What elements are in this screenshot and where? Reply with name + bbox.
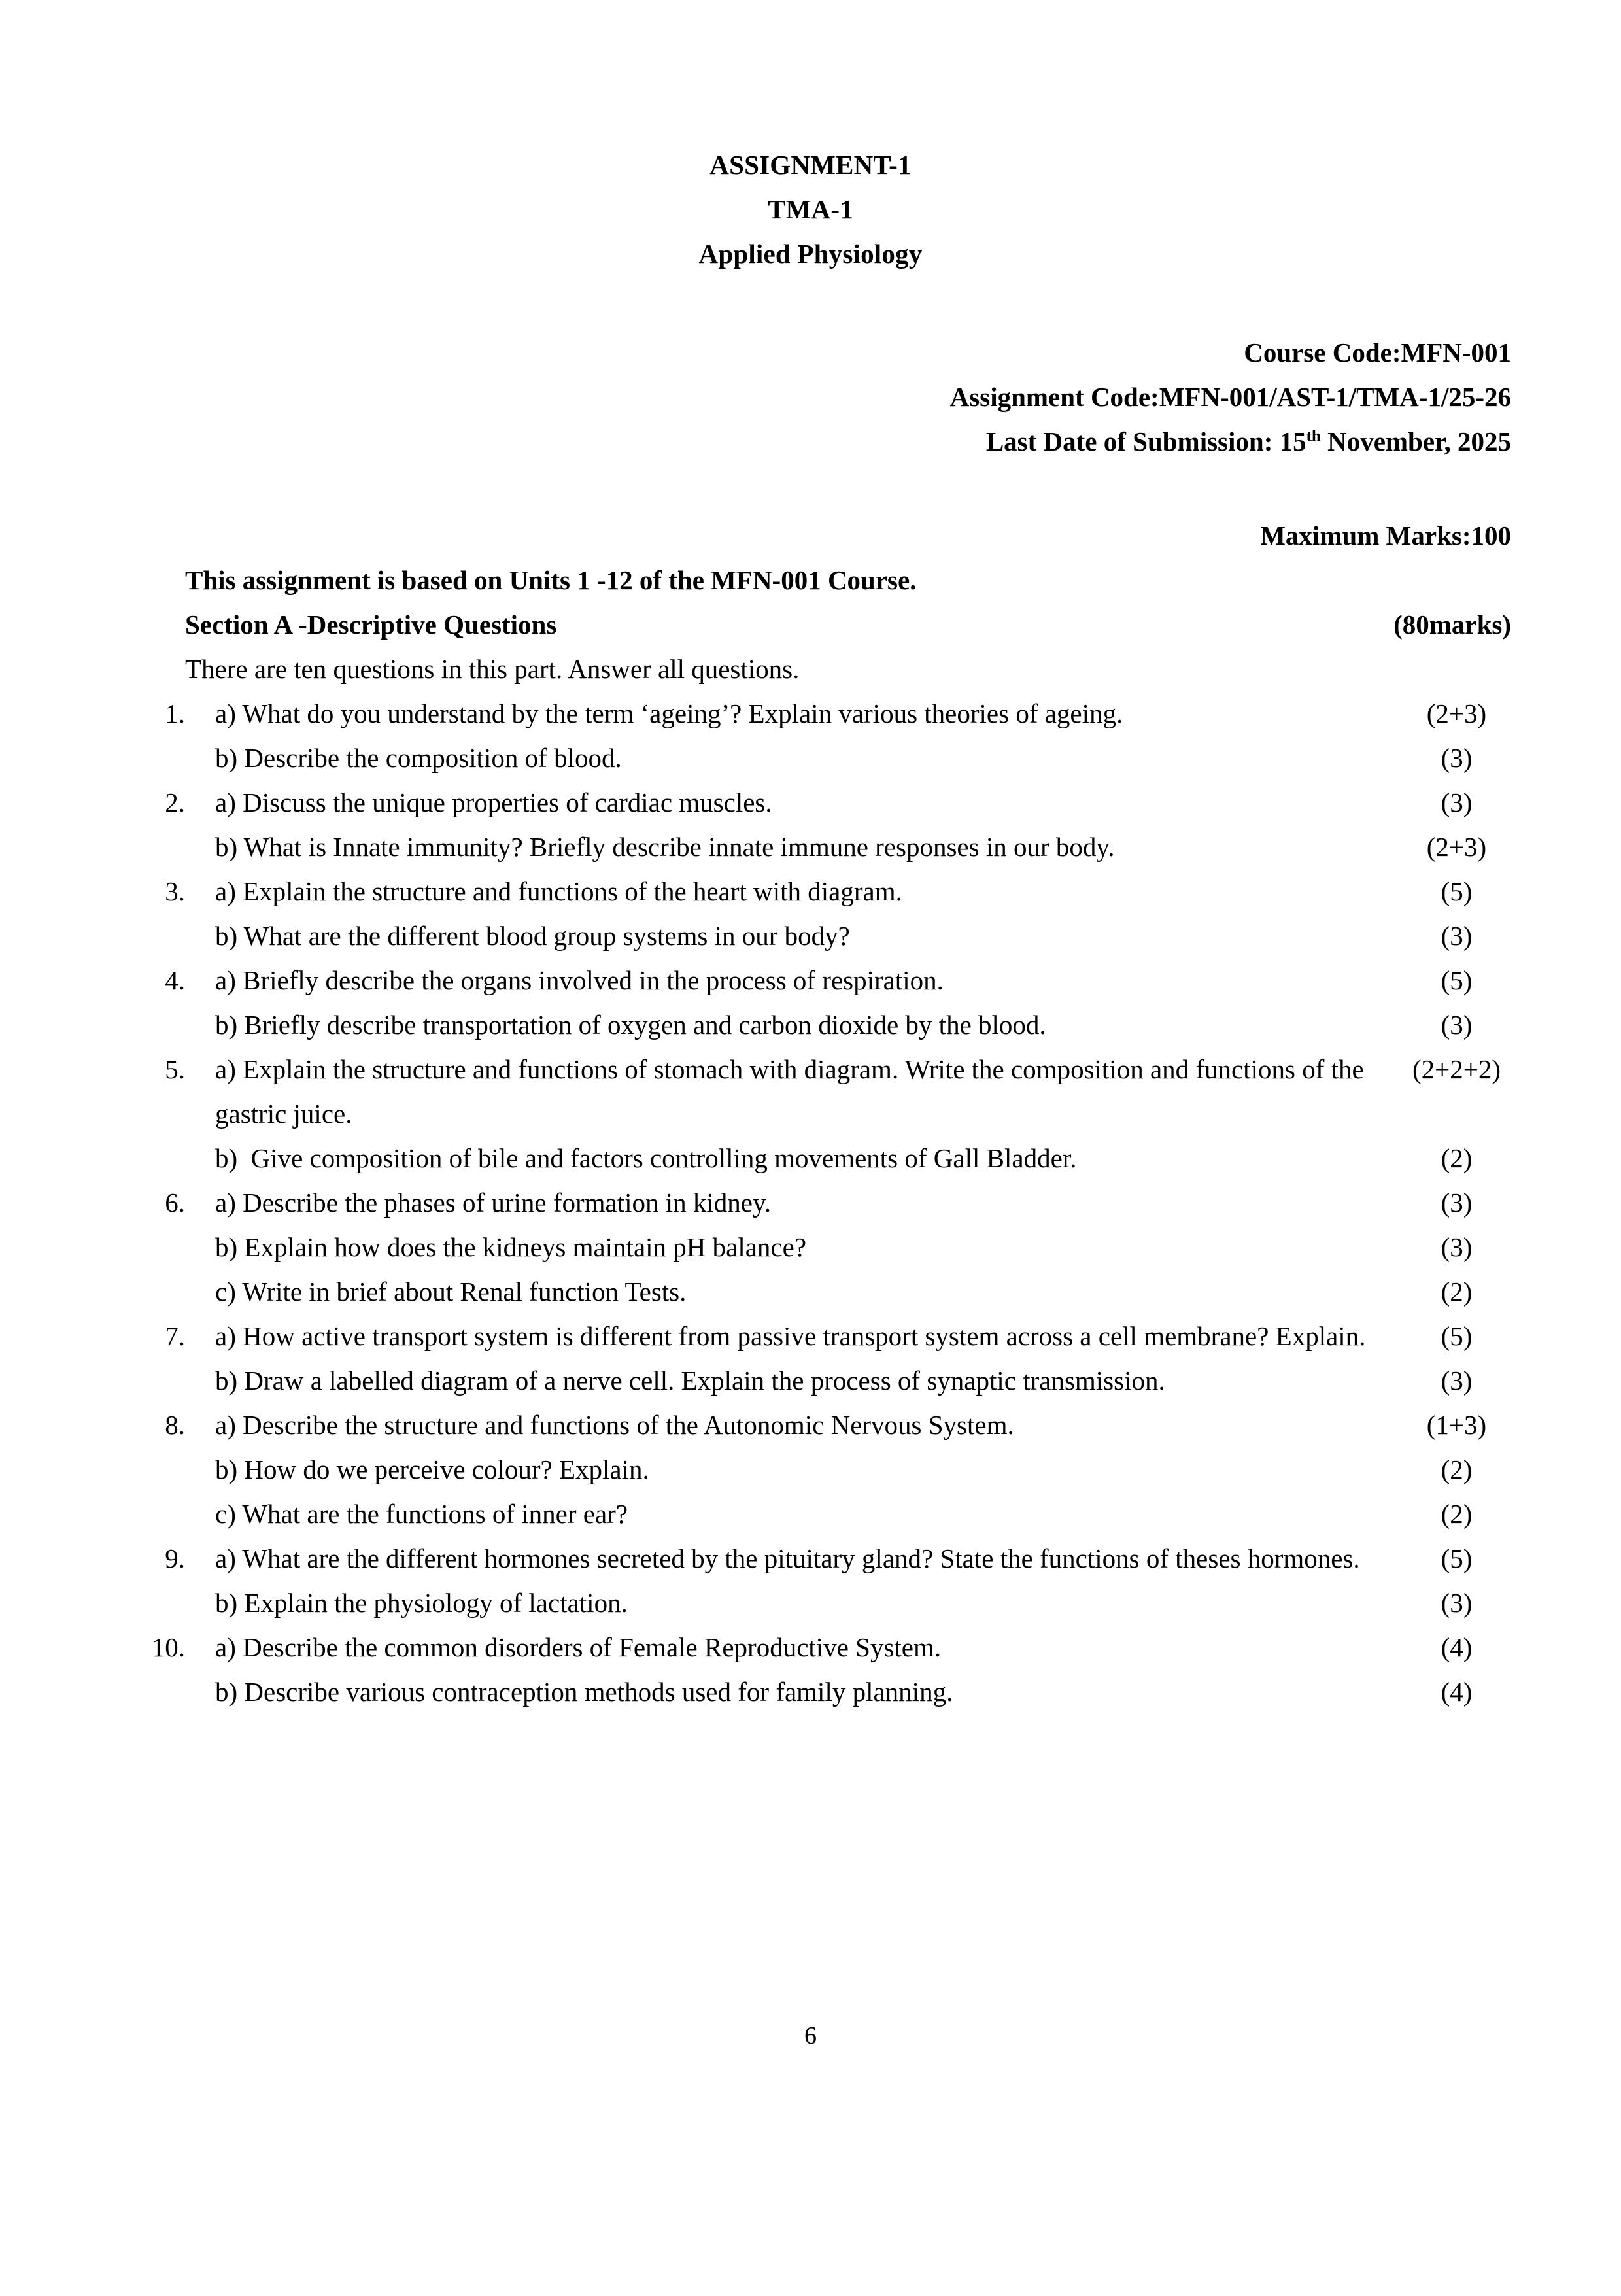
course-meta-block	[950, 330, 1511, 464]
assignment-title: ASSIGNMENT-1	[709, 150, 912, 180]
question-row	[98, 1670, 1537, 1714]
course-code: Course Code:MFN-001	[1244, 337, 1511, 368]
question-number: 5.	[165, 1054, 185, 1084]
question-row	[98, 869, 1537, 914]
question-text: b) Describe various contraception methods used for family planning.	[215, 1677, 953, 1707]
section-a-label: Section A -Descriptive Questions	[185, 609, 557, 640]
question-number: 8.	[165, 1410, 185, 1440]
question-row	[98, 1136, 1537, 1180]
question-text: b) Explain the physiology of lactation.	[215, 1588, 628, 1618]
question-number: 3.	[165, 876, 185, 906]
question-text: a) Explain the structure and functions of stomach with diagram. Write the composition and functions of the gastric juice.	[215, 1054, 1371, 1129]
question-marks: (3)	[1441, 1588, 1473, 1618]
question-row	[98, 914, 1537, 958]
question-text: b) Briefly describe transportation of oxygen and carbon dioxide by the blood.	[215, 1010, 1046, 1040]
question-row	[98, 1358, 1537, 1403]
question-text: a) Describe the phases of urine formation in kidney.	[215, 1188, 772, 1218]
question-number: 7.	[165, 1321, 185, 1351]
question-number: 6.	[165, 1188, 185, 1218]
question-marks: (3)	[1441, 1232, 1473, 1262]
question-row	[98, 1403, 1537, 1447]
question-marks: (4)	[1441, 1677, 1473, 1707]
question-row	[98, 1180, 1537, 1225]
question-marks: (3)	[1441, 787, 1473, 817]
maximum-marks: Maximum Marks:100	[1260, 521, 1511, 551]
question-number: 9.	[165, 1543, 185, 1573]
question-number: 1.	[165, 698, 185, 728]
document-title-block	[0, 143, 1621, 276]
question-row	[98, 691, 1537, 736]
question-text: b) How do we perceive colour? Explain.	[215, 1454, 649, 1484]
question-row	[98, 1581, 1537, 1625]
question-marks: (5)	[1441, 1321, 1473, 1351]
question-row	[98, 1002, 1537, 1047]
question-row	[98, 780, 1537, 825]
section-a-marks: (80marks)	[1393, 609, 1511, 640]
question-marks: (2)	[1441, 1277, 1473, 1307]
question-row	[98, 1047, 1537, 1136]
question-text: a) Describe the common disorders of Female Reproductive System.	[215, 1632, 942, 1662]
question-marks: (4)	[1441, 1632, 1473, 1662]
question-text: a) How active transport system is different from passive transport system across a cell membrane? Explain.	[215, 1321, 1366, 1351]
question-marks: (3)	[1441, 921, 1473, 951]
question-text: a) Briefly describe the organs involved in the process of respiration.	[215, 965, 944, 995]
submission-date	[950, 419, 1511, 464]
question-number: 10.	[151, 1632, 185, 1662]
question-row	[98, 1269, 1537, 1314]
question-text: b) What are the different blood group systems in our body?	[215, 921, 850, 951]
submission-date-prefix: Last Date of Submission: 15	[985, 426, 1306, 456]
section-a-note: There are ten questions in this part. Answer all questions.	[185, 654, 800, 684]
section-a-header	[185, 602, 1511, 647]
question-text: b) Describe the composition of blood.	[215, 743, 622, 773]
question-row	[98, 1625, 1537, 1670]
subject-title: Applied Physiology	[698, 239, 923, 269]
question-marks: (2+3)	[1426, 832, 1487, 862]
question-marks: (3)	[1441, 1010, 1473, 1040]
question-text: a) Describe the structure and functions of the Autonomic Nervous System.	[215, 1410, 1014, 1440]
question-marks: (2+2+2)	[1412, 1054, 1501, 1084]
question-row	[98, 1492, 1537, 1536]
questions-list	[98, 691, 1537, 1714]
question-row	[98, 1536, 1537, 1581]
question-text: a) Explain the structure and functions of the heart with diagram.	[215, 876, 902, 906]
page-number: 6	[804, 2022, 817, 2049]
tma-title: TMA-1	[768, 194, 853, 224]
question-marks: (5)	[1441, 965, 1473, 995]
question-text: a) What do you understand by the term ‘ageing’? Explain various theories of ageing.	[215, 698, 1123, 728]
question-marks: (2)	[1441, 1499, 1473, 1529]
question-marks: (3)	[1441, 743, 1473, 773]
question-text: b) Explain how does the kidneys maintain pH balance?	[215, 1232, 807, 1262]
units-statement: This assignment is based on Units 1 -12 of the MFN-001 Course.	[185, 565, 917, 595]
submission-date-suffix: November, 2025	[1320, 426, 1511, 456]
question-row	[98, 958, 1537, 1002]
question-text: b) Give composition of bile and factors controlling movements of Gall Bladder.	[215, 1143, 1077, 1173]
question-marks: (2)	[1441, 1143, 1473, 1173]
question-row	[98, 1314, 1537, 1358]
question-marks: (2)	[1441, 1454, 1473, 1484]
question-number: 2.	[165, 787, 185, 817]
assignment-code: Assignment Code:MFN-001/AST-1/TMA-1/25-26	[949, 382, 1511, 412]
question-text: a) What are the different hormones secreted by the pituitary gland? State the functions of theses hormones.	[215, 1543, 1360, 1573]
question-row	[98, 1225, 1537, 1269]
question-marks: (3)	[1441, 1188, 1473, 1218]
question-text: b) Draw a labelled diagram of a nerve cell. Explain the process of synaptic transmission.	[215, 1365, 1165, 1396]
question-row	[98, 1447, 1537, 1492]
question-marks: (3)	[1441, 1365, 1473, 1396]
question-row	[98, 825, 1537, 869]
question-number: 4.	[165, 965, 185, 995]
question-text: a) Discuss the unique properties of cardiac muscles.	[215, 787, 772, 817]
question-marks: (1+3)	[1426, 1410, 1487, 1440]
submission-date-ordinal: th	[1306, 427, 1321, 445]
question-text: b) What is Innate immunity? Briefly describe innate immune responses in our body.	[215, 832, 1115, 862]
question-text: c) Write in brief about Renal function Tests.	[215, 1277, 687, 1307]
question-marks: (5)	[1441, 876, 1473, 906]
question-row	[98, 736, 1537, 780]
question-text: c) What are the functions of inner ear?	[215, 1499, 628, 1529]
question-marks: (2+3)	[1426, 698, 1487, 728]
question-marks: (5)	[1441, 1543, 1473, 1573]
intro-block	[185, 558, 1511, 691]
